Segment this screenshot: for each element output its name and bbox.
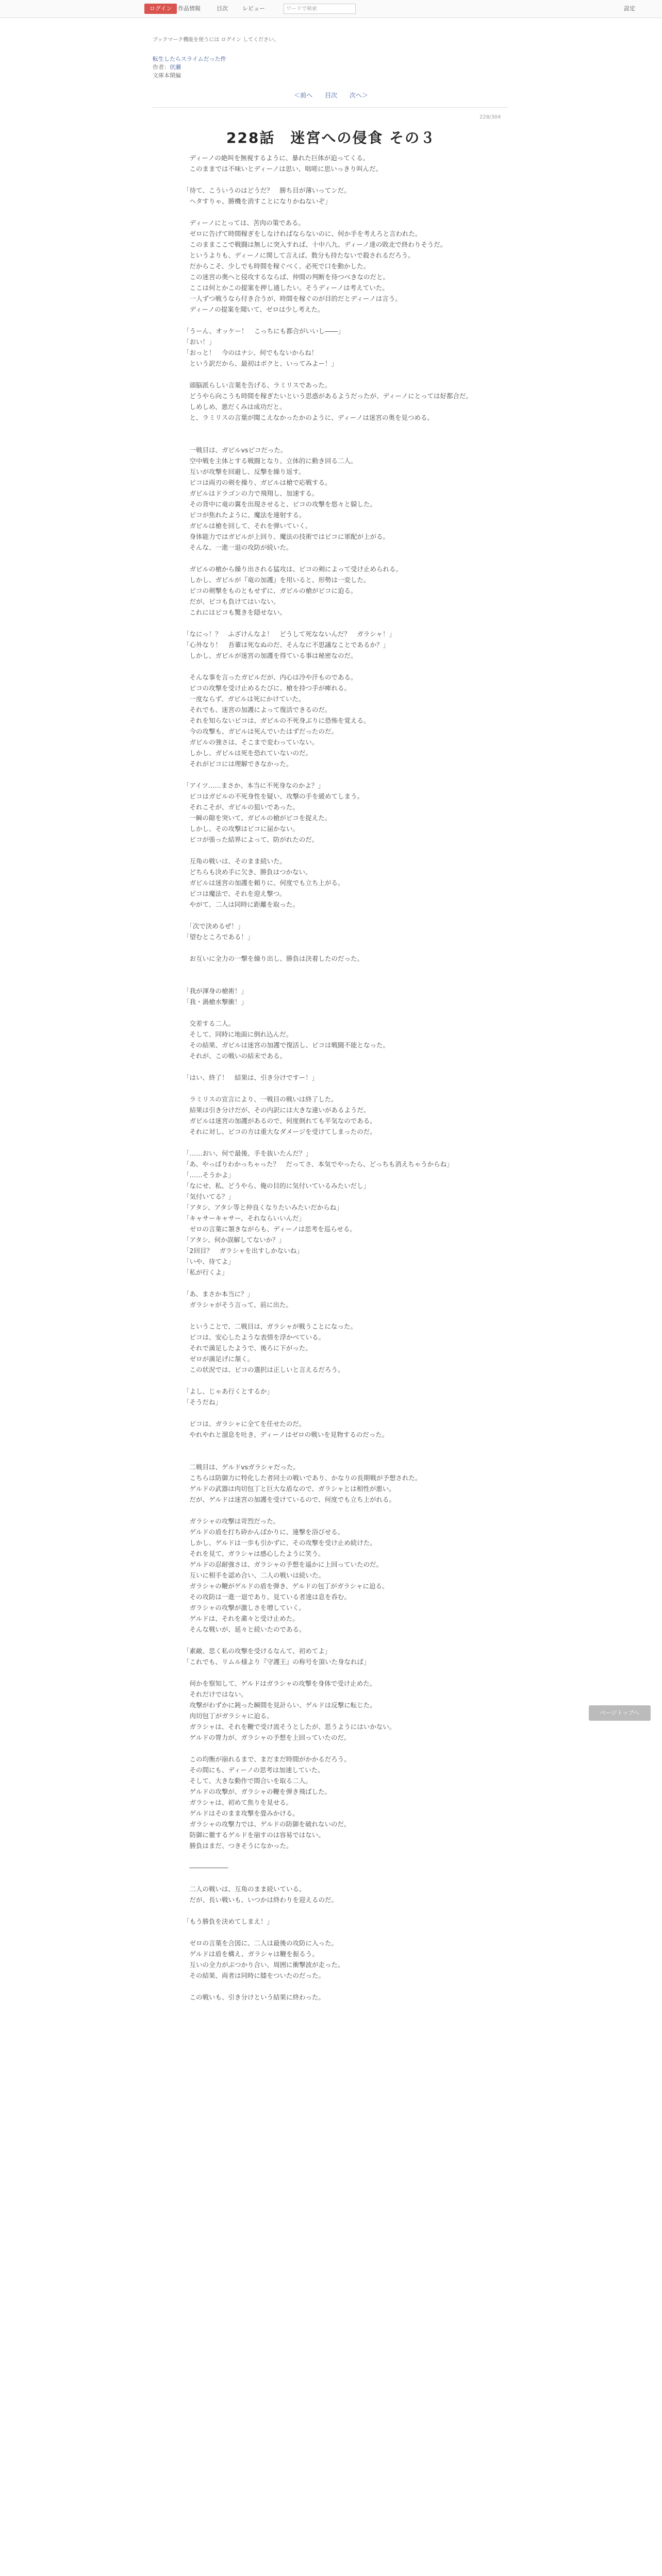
paragraph: 「うーん、オッケー！ こっちにも都合がいいし――」 [183, 327, 344, 335]
paragraph: ゼロに告げて時間稼ぎをしなければならないのに、何か手を考えろと言われた。 [183, 230, 422, 238]
paragraph: 「よし、じゃあ行くとするか」 [183, 1387, 274, 1395]
paragraph-gap [183, 315, 487, 326]
paragraph-gap [183, 1408, 487, 1418]
paragraph-gap [183, 1505, 487, 1516]
paragraph: それを見て、ガラシャは感心したように笑う。 [183, 1550, 325, 1557]
paragraph: 何かを察知して、ゲルドはガラシャの攻撃を身体で受け止めた。 [183, 1680, 376, 1687]
paragraph: どうやら向こうも時間を稼ぎたいという思惑があるようだったが、ディーノにとっては好都合だ。 [183, 392, 473, 400]
paragraph: 「おっと！ 今のはナシ、何でもないからね！ [183, 349, 318, 357]
paragraph-gap [183, 1981, 487, 1992]
paragraph: 「はい、終了！ 結果は、引き分けですー！」 [183, 1074, 319, 1081]
paragraph-gap [183, 207, 487, 217]
paragraph-gap [183, 1440, 487, 1451]
paragraph: 一戦目は、ガビルvsピコだった。 [183, 446, 287, 454]
prev-link[interactable]: ＜前へ [294, 92, 313, 99]
paragraph: 「キャサーキャサー、それならいいんだ」 [183, 1214, 306, 1222]
paragraph: ピコの剣撃をものともせずに、ガビルの槍がピコに迫る。 [183, 587, 357, 595]
paragraph: 「もう勝負を決めてしまえ！」 [183, 1918, 274, 1925]
paragraph: この均衡が崩れるまで、まだまだ時間がかかるだろう。 [183, 1755, 351, 1763]
paragraph: このままでは不味いとディーノは思い、咄嗟に思いっきり叫んだ。 [183, 165, 383, 173]
paragraph: やがて、二人は同時に距離を取った。 [183, 901, 299, 908]
paragraph: ディーノの絶叫を無視するように、暴れた巨体が迫ってくる。 [183, 154, 370, 162]
bookmark-notice: ブックマーク機能を使うには ログイン してください。 [153, 37, 279, 43]
paragraph: 交差する二人。 [183, 1020, 235, 1027]
paragraph: そして、同時に地面に倒れ込んだ。 [183, 1030, 293, 1038]
paragraph-gap [183, 174, 487, 185]
nav-toc[interactable]: 目次 [217, 5, 228, 12]
paragraph: 一度ならず、ガビルは死にかけていた。 [183, 695, 305, 703]
paragraph: ガラシャは、初めて焦りを見せる。 [183, 1799, 293, 1806]
paragraph: それが、この戦いの結末である。 [183, 1052, 287, 1060]
paragraph: 頭脳派らしい言葉を告げる、ラミリスであった。 [183, 381, 332, 389]
paragraph: ガラシャの攻撃力では、ゲルドの防御を破れないのだ。 [183, 1820, 351, 1828]
paragraph: それだけではない。 [183, 1690, 248, 1698]
paragraph: だが、ピコも負けてはいない。 [183, 598, 280, 605]
paragraph: ガビルの強さは、そこまで変わっていない。 [183, 738, 319, 746]
paragraph: ガラシャの鞭がゲルドの盾を弾き、ゲルドの包丁がガラシャに迫る。 [183, 1582, 389, 1590]
paragraph: 互いが攻撃を回避し、反撃を繰り返す。 [183, 468, 305, 476]
paragraph-gap [183, 1905, 487, 1916]
paragraph: 二戦目は、ゲルドvsガラシャだった。 [183, 1463, 300, 1471]
paragraph: こちらは防御力に特化した者同士の戦いであり、かなりの長期戦が予想された。 [183, 1474, 422, 1482]
paragraph: これにはピコも驚きを隠せない。 [183, 608, 287, 616]
paragraph-gap [183, 618, 487, 629]
paragraph: それで満足したようで、後ろに下がった。 [183, 1344, 312, 1352]
paragraph: ラミリスの宣言により、一戦目の戦いは終了した。 [183, 1095, 338, 1103]
paragraph: ガラシャの攻撃が激しさを増していく。 [183, 1604, 306, 1612]
paragraph: 「おい！」 [183, 338, 216, 346]
paragraph: ディーノの提案を聞いて、ゼロは少し考えた。 [183, 306, 324, 313]
paragraph: ガビルの槍から繰り出される猛攻は、ピコの剣によって受け止められる。 [183, 565, 403, 573]
paragraph: ゼロの言葉を合図に、二人は最後の攻防に入った。 [183, 1939, 338, 1947]
paragraph-gap [183, 975, 487, 986]
paragraph: それでも、迷宮の加護によって復活できるのだ。 [183, 706, 332, 714]
paragraph: 互いの全力がぶつかり合い、周囲に衝撃波が走った。 [183, 1961, 344, 1969]
paragraph-gap [183, 1137, 487, 1148]
paragraph: ガラシャは、それを鞭で受け流そうとしたが、思うようにはいかない。 [183, 1723, 396, 1731]
paragraph: このままここで戦闘は無しに突入すれば、十中八九、ディーノ達の敗北で終わりそうだ。 [183, 241, 447, 248]
paragraph: ヘタすりゃ、勝機を消すことになりかねないぞ」 [183, 197, 332, 205]
paragraph: この迷宮の奥へと侵攻するならば、仲間の判断を待つべきなのだと。 [183, 273, 390, 281]
paragraph: ピコが張った結界によって、防がれたのだ。 [183, 836, 319, 843]
paragraph-gap [183, 1667, 487, 1678]
chapter-number: 228/304 [479, 114, 501, 120]
paragraph: 一人ずつ戦うなら付き合うが、時間を稼ぐのが目的だとディーノは言う。 [183, 295, 402, 302]
paragraph: 「心外なり！ 吾輩は死なぬのだ、そんなに不思議なことであるか？」 [183, 641, 390, 649]
paragraph: ゲルドの盾を打ち砕かんばかりに、連撃を浴びせる。 [183, 1528, 344, 1536]
paragraph: ゲルドはそのまま攻撃を畳みかける。 [183, 1809, 299, 1817]
paragraph-gap [183, 1375, 487, 1386]
paragraph: 今の攻撃も、ガビルは死んでいたはずだったのだ。 [183, 727, 338, 735]
paragraph: ピコは、ガラシャに全てを任せたのだ。 [183, 1420, 306, 1428]
paragraph: だが、長い戦いも、いつかは終わりを迎えるのだ。 [183, 1896, 338, 1904]
paragraph-gap [183, 1083, 487, 1094]
paragraph-gap [183, 910, 487, 921]
paragraph-gap [183, 845, 487, 856]
series-title-link[interactable]: 転生したらスライムだった件 [153, 56, 226, 62]
paragraph: 「いや、待てよ」 [183, 1258, 235, 1265]
paragraph: 「次で決めるぜ！」 [183, 922, 244, 930]
paragraph: その結果、ガビルは迷宮の加護で復活し、ピコは戦闘不能となった。 [183, 1041, 390, 1049]
paragraph: この戦いも、引き分けという結果に終わった。 [183, 1993, 325, 2001]
paragraph: その間にも、ディーノの思考は加速していた。 [183, 1766, 324, 1774]
paragraph: 身体能力ではガビルが上回り、魔法の技術ではピコに軍配が上がる。 [183, 533, 390, 540]
site-header [0, 0, 662, 18]
paragraph: しめしめ、悪だくみは成功だと。 [183, 403, 286, 411]
paragraph: 「私が行くよ」 [183, 1268, 228, 1276]
paragraph: お互いに全力の一撃を繰り出し、勝負は決着したのだった。 [183, 955, 364, 962]
paragraph-gap [183, 1007, 487, 1018]
search-input[interactable]: ワードで検索 [284, 4, 356, 14]
author-line [153, 63, 181, 71]
paragraph: ピコが焦れたように、魔法を連射する。 [183, 511, 306, 519]
paragraph: やれやれと溜息を吐き、ディーノはゼロの戦いを見物するのだった。 [183, 1431, 389, 1438]
paragraph: 攻撃がわずかに鈍った瞬間を見計らい、ゲルドは反撃に転じた。 [183, 1701, 376, 1709]
paragraph: しかし、ガビルが迷宮の加護を得ている事は秘密なのだ。 [183, 652, 357, 659]
paragraph: 「アイツ……まさか、本当に不死身なのかよ？」 [183, 782, 324, 789]
paragraph: 勝負はまだ、つきそうになかった。 [183, 1842, 293, 1850]
paragraph-gap [183, 1743, 487, 1754]
paragraph: しかし、その攻撃はピコに届かない。 [183, 825, 300, 833]
paragraph: 「なにせ、私、どうやら、俺の目的に気付いているみたいだし」 [183, 1182, 370, 1190]
paragraph: ゲルドは盾を構え、ガラシャは鞭を振るう。 [183, 1950, 319, 1958]
paragraph: 結果は引き分けだが、その内訳には大きな違いがあるようだ。 [183, 1106, 370, 1114]
paragraph: というよりも、ディーノに関して言えば、数分も持たないで殺されるだろう。 [183, 251, 415, 259]
paragraph-gap [183, 1851, 487, 1862]
paragraph: ピコはガビルの不死身性を疑い、攻撃の手を緩めてしまう。 [183, 792, 364, 800]
paragraph: 「気付いてる？」 [183, 1193, 235, 1200]
login-button[interactable]: ログイン [144, 4, 177, 14]
paragraph: それを知らないピコは、ガビルの不死身ぶりに恐怖を覚える。 [183, 717, 370, 724]
paragraph: そんな事を言ったガビルだが、内心は冷や汗ものである。 [183, 673, 357, 681]
chapter-title: 228話 迷宮への侵食 その３ [226, 129, 436, 146]
paragraph-gap [183, 942, 487, 953]
paragraph-gap [183, 964, 487, 975]
paragraph: その攻防は一進一退であり、見ている者達は息を呑む。 [183, 1593, 351, 1601]
paragraph-gap [183, 1451, 487, 1462]
paragraph: 防御に徹するゲルドを崩すのは容易ではない。 [183, 1831, 325, 1839]
nav-review[interactable]: レビュー [242, 5, 265, 12]
paragraph: ガビルは槍を回して、それを弾いていく。 [183, 522, 312, 530]
paragraph: この状況では、ピコの選択は正しいと言えるだろう。 [183, 1366, 344, 1374]
paragraph: 互角の戦いは、そのまま続いた。 [183, 857, 287, 865]
paragraph: それに対し、ピコの方は重大なダメージを受けてしまったのだ。 [183, 1128, 376, 1136]
paragraph-gap [183, 1873, 487, 1884]
paragraph-gap [183, 423, 487, 434]
author-link[interactable]: 伏瀬 [170, 64, 181, 71]
paragraph: ガラシャがそう言って、前に出た。 [183, 1301, 293, 1309]
paragraph: ということで、二戦目は、ガラシャが戦うことになった。 [183, 1323, 357, 1330]
paragraph: 「アタシ、アタシ等と仲良くなりたいみたいだからね」 [183, 1204, 343, 1211]
paragraph: ゲルドの膂力が、ガラシャの予想を上回っていたのだ。 [183, 1734, 351, 1741]
paragraph: 「……そうかよ」 [183, 1171, 235, 1179]
paragraph: 「素敵、思く私の攻撃を受けるなんて、初めてよ」 [183, 1647, 332, 1655]
paragraph: 「2回目？ ガラシャを出すしかないね」 [183, 1247, 303, 1255]
paragraph: 「望むところである！」 [183, 933, 254, 941]
paragraph: ゼロが満足げに頷く。 [183, 1355, 254, 1363]
paragraph: 「これでも、リムル様より『守護王』の称号を頂いた身なれば」 [183, 1658, 370, 1666]
paragraph: ガラシャの攻撃は苛烈だった。 [183, 1517, 280, 1525]
paragraph: という訳だから、最初はボクと、いってみよー！」 [183, 360, 338, 367]
paragraph: 「我が渾身の槍術！」 [183, 987, 248, 995]
paragraph: ピコの攻撃を受け止めるたびに、槍を持つ手が痺れる。 [183, 684, 351, 692]
paragraph: ガビルはドラゴンの力で飛翔し、加速する。 [183, 489, 319, 497]
paragraph: ―――――― [183, 1863, 228, 1871]
paragraph: そして、大きな動作で間合いを取る二人。 [183, 1777, 312, 1785]
paragraph: 空中戦を主体とする戦闘となり、立体的に動き回る二人。 [183, 457, 357, 465]
paragraph-gap [183, 769, 487, 780]
paragraph-gap [183, 1061, 487, 1072]
paragraph: 「アタシ、何か誤解してないか？」 [183, 1236, 286, 1244]
paragraph-gap [183, 369, 487, 380]
paragraph-gap [183, 1927, 487, 1938]
paragraph: その結果、両者は同時に膝をついたのだった。 [183, 1972, 325, 1979]
paragraph: だからこそ、少しでも時間を稼ぐべく、必死で口を動かした。 [183, 262, 370, 270]
next-link[interactable]: 次へ＞ [349, 92, 368, 99]
paragraph: 「あ、やっぱりわかっちゃった？ だってさ、本気でやったら、どっちも消えちゃうからね」 [183, 1160, 453, 1168]
paragraph: その背中に竜の翼を出現させると、ピコの攻撃を悠々と躱した。 [183, 500, 377, 508]
paragraph: ゲルドの武器は肉切包丁と巨大な盾なので、ガラシャとは相性が悪い。 [183, 1485, 395, 1493]
nav-work-info[interactable]: 作品情報 [178, 5, 201, 12]
author-prefix: 作者： [153, 64, 170, 71]
chapter-body [183, 152, 487, 2003]
paragraph: ゲルドの攻撃が、ガラシャの鞭を弾き飛ばした。 [183, 1788, 332, 1795]
paragraph: それがピコには理解できなかった。 [183, 760, 293, 768]
series-name: 文庫本閑編 [153, 72, 181, 79]
pager-top [0, 91, 662, 99]
paragraph-gap [183, 553, 487, 564]
paragraph: そんな、一進一退の攻防が続いた。 [183, 544, 293, 551]
paragraph-gap [183, 1635, 487, 1646]
toc-link[interactable]: 目次 [324, 92, 337, 99]
paragraph: ここは何とかこの提案を押し通したい。そうディーノは考えていた。 [183, 284, 389, 292]
paragraph-gap [183, 434, 487, 445]
paragraph-gap [183, 1278, 487, 1289]
paragraph: 「我・渦槍水撃衝！」 [183, 998, 248, 1006]
paragraph: 「そうだね」 [183, 1398, 222, 1406]
paragraph: ピコは魔法で、それを迎え撃つ。 [183, 890, 286, 897]
paragraph: だが、ゲルドは迷宮の加護を受けているので、何度でも立ち上がれる。 [183, 1496, 396, 1503]
paragraph: そんな戦いが、延々と続いたのである。 [183, 1625, 306, 1633]
settings-link[interactable]: 設定 [624, 5, 635, 12]
paragraph: ディーノにとっては、苦肉の策である。 [183, 219, 305, 227]
paragraph: 「……おい、何で最後、手を抜いたんだ？」 [183, 1149, 312, 1157]
paragraph: ガビルは迷宮の加護を頼りに、何度でも立ち上がる。 [183, 879, 344, 887]
paragraph: と、ラミリスの言葉が聞こえなかったかのように、ディーノは迷宮の奥を見つめる。 [183, 414, 434, 421]
paragraph: 一瞬の隙を突いて、ガビルの槍がピコを捉えた。 [183, 814, 332, 822]
paragraph: ゼロの言葉に頷きながらも、ディーノは思考を巡らせる。 [183, 1225, 356, 1233]
paragraph: しかし、ゲルドは一歩も引かずに、その攻撃を受け止め続けた。 [183, 1539, 376, 1547]
paragraph: ゲルドは、それを粛々と受け止めた。 [183, 1615, 299, 1622]
paragraph: 「なにっ！？ ふざけんなよ！ どうして死なないんだ？ ガラシャ！」 [183, 630, 396, 638]
page-top-button[interactable]: ページトップへ [589, 1705, 651, 1721]
divider [153, 107, 508, 108]
paragraph: しかし、ガビルは死を恐れていないのだ。 [183, 749, 312, 757]
paragraph: 「あ、まさか本当に？」 [183, 1290, 254, 1298]
paragraph: ピコは両刃の剣を操り、ガビルは槍で応戦する。 [183, 479, 332, 486]
paragraph: どちらも決め手に欠き、勝負はつかない。 [183, 868, 312, 876]
paragraph: 肉切包丁がガラシャに迫る。 [183, 1712, 273, 1720]
paragraph: ガビルは迷宮の加護があるので、何度倒れても平気なのである。 [183, 1117, 376, 1125]
paragraph-gap [183, 661, 487, 672]
paragraph: 二人の戦いは、互角のまま続いている。 [183, 1885, 306, 1893]
paragraph-gap [183, 1310, 487, 1321]
paragraph: ピコは、安心したような表情を浮かべている。 [183, 1333, 325, 1341]
paragraph: ゲルドの忍耐強さは、ガラシャの予想を遥かに上回っていたのだ。 [183, 1561, 383, 1568]
paragraph: しかし、ガビルが『竜の加護』を用いると、形勢は一変した。 [183, 576, 370, 584]
paragraph: 「待て、こういうのはどうだ？ 勝ち目が薄いってンだ。 [183, 187, 351, 194]
paragraph: 互いに相手を認め合い、二人の戦いは続いた。 [183, 1571, 325, 1579]
paragraph: それこそが、ガビルの狙いであった。 [183, 803, 299, 811]
